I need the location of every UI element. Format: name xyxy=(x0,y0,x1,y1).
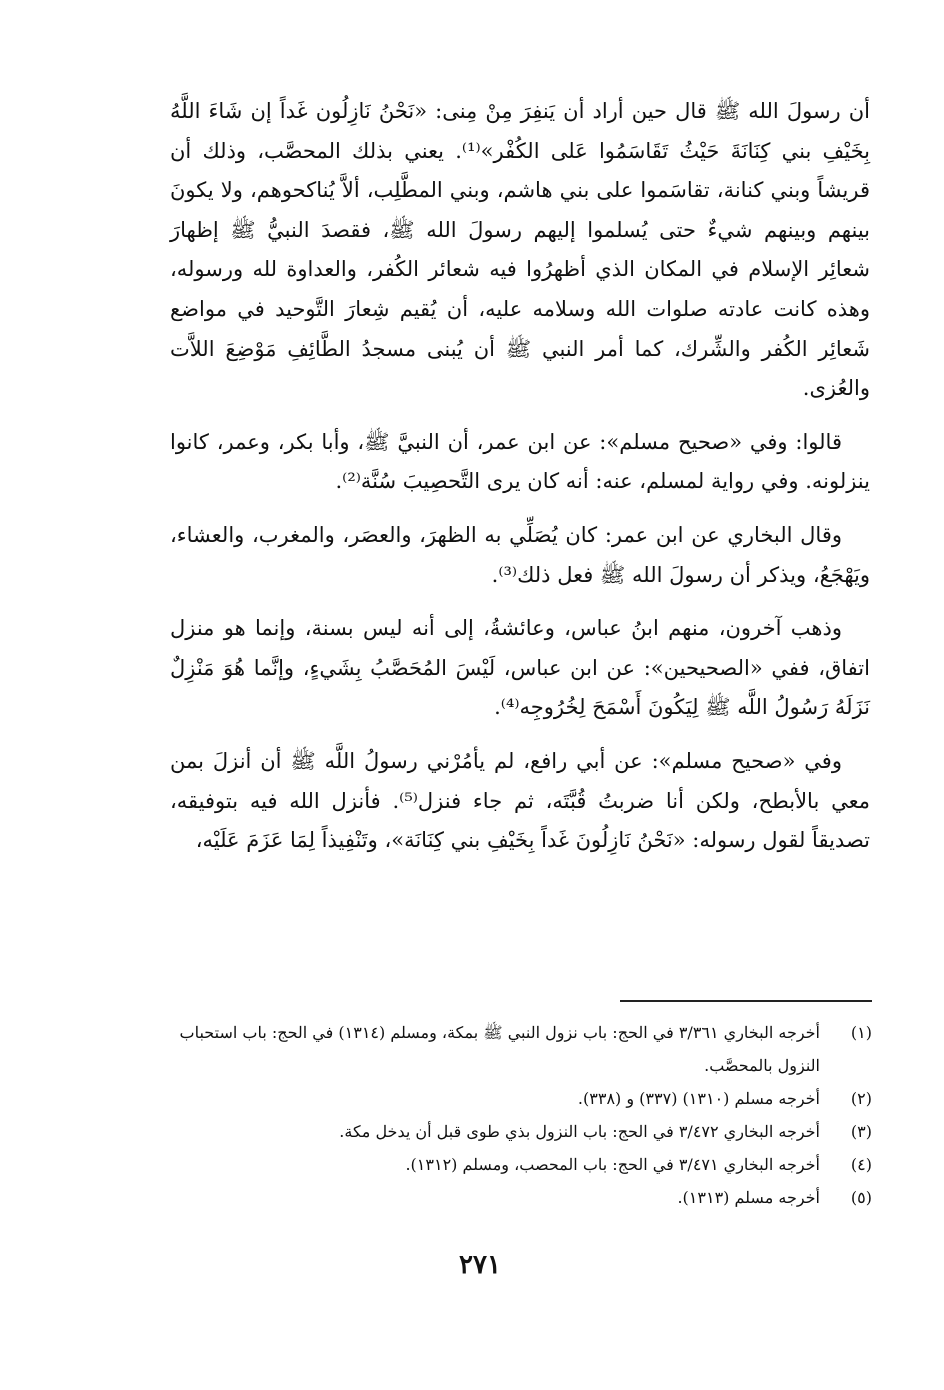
footnote-item xyxy=(172,1082,872,1115)
footnote-item xyxy=(172,1016,872,1082)
paragraph-2: قالوا: وفي «صحيح مسلم»: عن ابن عمر، أن النبيَّ ﷺ، وأبا بكر، وعمر، كانوا ينزلونه. وفي رواية لمسلم، عنه: أنه كان يرى التَّحصِيبَ سُنَّة⁽²⁾. xyxy=(170,429,870,494)
footnote-text: أخرجه البخاري ٣/٤٧٢ في الحج: باب النزول بذي طوى قبل أن يدخل مكة. xyxy=(339,1122,820,1141)
page-number: ٢٧١ xyxy=(459,1250,501,1280)
footnote-divider xyxy=(620,1000,872,1002)
paragraph-1: أن رسولَ الله ﷺ قال حين أراد أن يَنفِرَ مِنْ مِنى: «نَحْنُ نَازِلُون غَداً إن شَاءَ اللَّهُ بِخَيْفِ بني كِنَانَةَ حَيْثُ تَقَاسَمُوا عَلى الكُفْر»⁽¹⁾. يعني بذلك المحصَّب، وذلك أن قريشاً وبني كنانة، تقاسَموا على بني هاشم، وبني المطَّلِب، ألاَّ يُناكحوهم، ولا يكونَ بينهم وبينهم شيءٌ حتى يُسلموا إليهم رسولَ الله ﷺ، فقصدَ النبيُّ ﷺ إظهارَ شعائِر الإسلام في المكان الذي أظهرُوا فيه شعائر الكُفر، والعداوة لله ورسوله، وهذه كانت عادته صلوات الله وسلامه عليه، أن يُقيم شِعارَ التَّوحيد في مواضع شَعائِر الكُفر والشِّرك، كما أمر النبي ﷺ أن يُبنى مسجدُ الطَّائِفِ مَوْضِعَ اللاَّت والعُزى. xyxy=(170,99,871,401)
footnote-text: أخرجه مسلم (١٣١٣). xyxy=(677,1188,820,1207)
footnote-item xyxy=(172,1181,872,1214)
footnote-item xyxy=(172,1115,872,1148)
footnotes xyxy=(172,1016,872,1214)
paragraph-4: وذهب آخرون، منهم ابنُ عباس، وعائشةُ، إلى أنه ليس بسنة، وإنما هو منزل اتفاق، ففي «الصحيحين»: عن ابن عباس، لَيْسَ المُحَصَّبُ بِشَيءٍ، وإنَّما هُوَ مَنْزِلٌ نَزَلَهُ رَسُولُ اللَّه ﷺ لِيَكُونَ أَسْمَحَ لِخُرُوجِه⁽⁴⁾. xyxy=(170,616,870,720)
main-text xyxy=(170,92,870,875)
paragraph-5: وفي «صحيح مسلم»: عن أبي رافع، لم يأمُرْني رسولُ اللَّه ﷺ أن أنزلَ بمن معي بالأبطح، ولكن أنا ضربتُ قُبَّتَه، ثم جاء فنزل⁽⁵⁾. فأنزل الله فيه بتوفيقه، تصديقاً لقول رسوله: «نَحْنُ نَازِلُونَ غَداً بِخَيْفِ بني كِنَانَة»، وتَنْفِيذاً لِمَا عَزَمَ عَلَيْه، xyxy=(170,748,870,853)
footnote-number: (٥) xyxy=(850,1188,872,1207)
paragraph-3: وقال البخاري عن ابن عمر: كان يُصَلِّي به الظهرَ، والعصَر، والمغرب، والعشاء، ويَهْجَعُ، ويذكر أن رسولَ الله ﷺ فعل ذلك⁽³⁾. xyxy=(170,522,870,587)
footnote-text: أخرجه البخاري ٣/٤٧١ في الحج: باب المحصب، ومسلم (١٣١٢). xyxy=(405,1155,820,1174)
footnote-number: (٢) xyxy=(850,1089,872,1108)
footnote-number: (١) xyxy=(850,1023,872,1042)
footnote-item xyxy=(172,1148,872,1181)
footnote-text: أخرجه مسلم (١٣١٠) (٣٣٧) و (٣٣٨). xyxy=(577,1089,820,1108)
footnote-number: (٤) xyxy=(850,1155,872,1174)
footnote-text: أخرجه البخاري ٣/٣٦١ في الحج: باب نزول النبي ﷺ بمكة، ومسلم (١٣١٤) في الحج: باب استحباب النزول بالمحصَّب. xyxy=(179,1023,820,1075)
footnote-number: (٣) xyxy=(850,1122,872,1141)
